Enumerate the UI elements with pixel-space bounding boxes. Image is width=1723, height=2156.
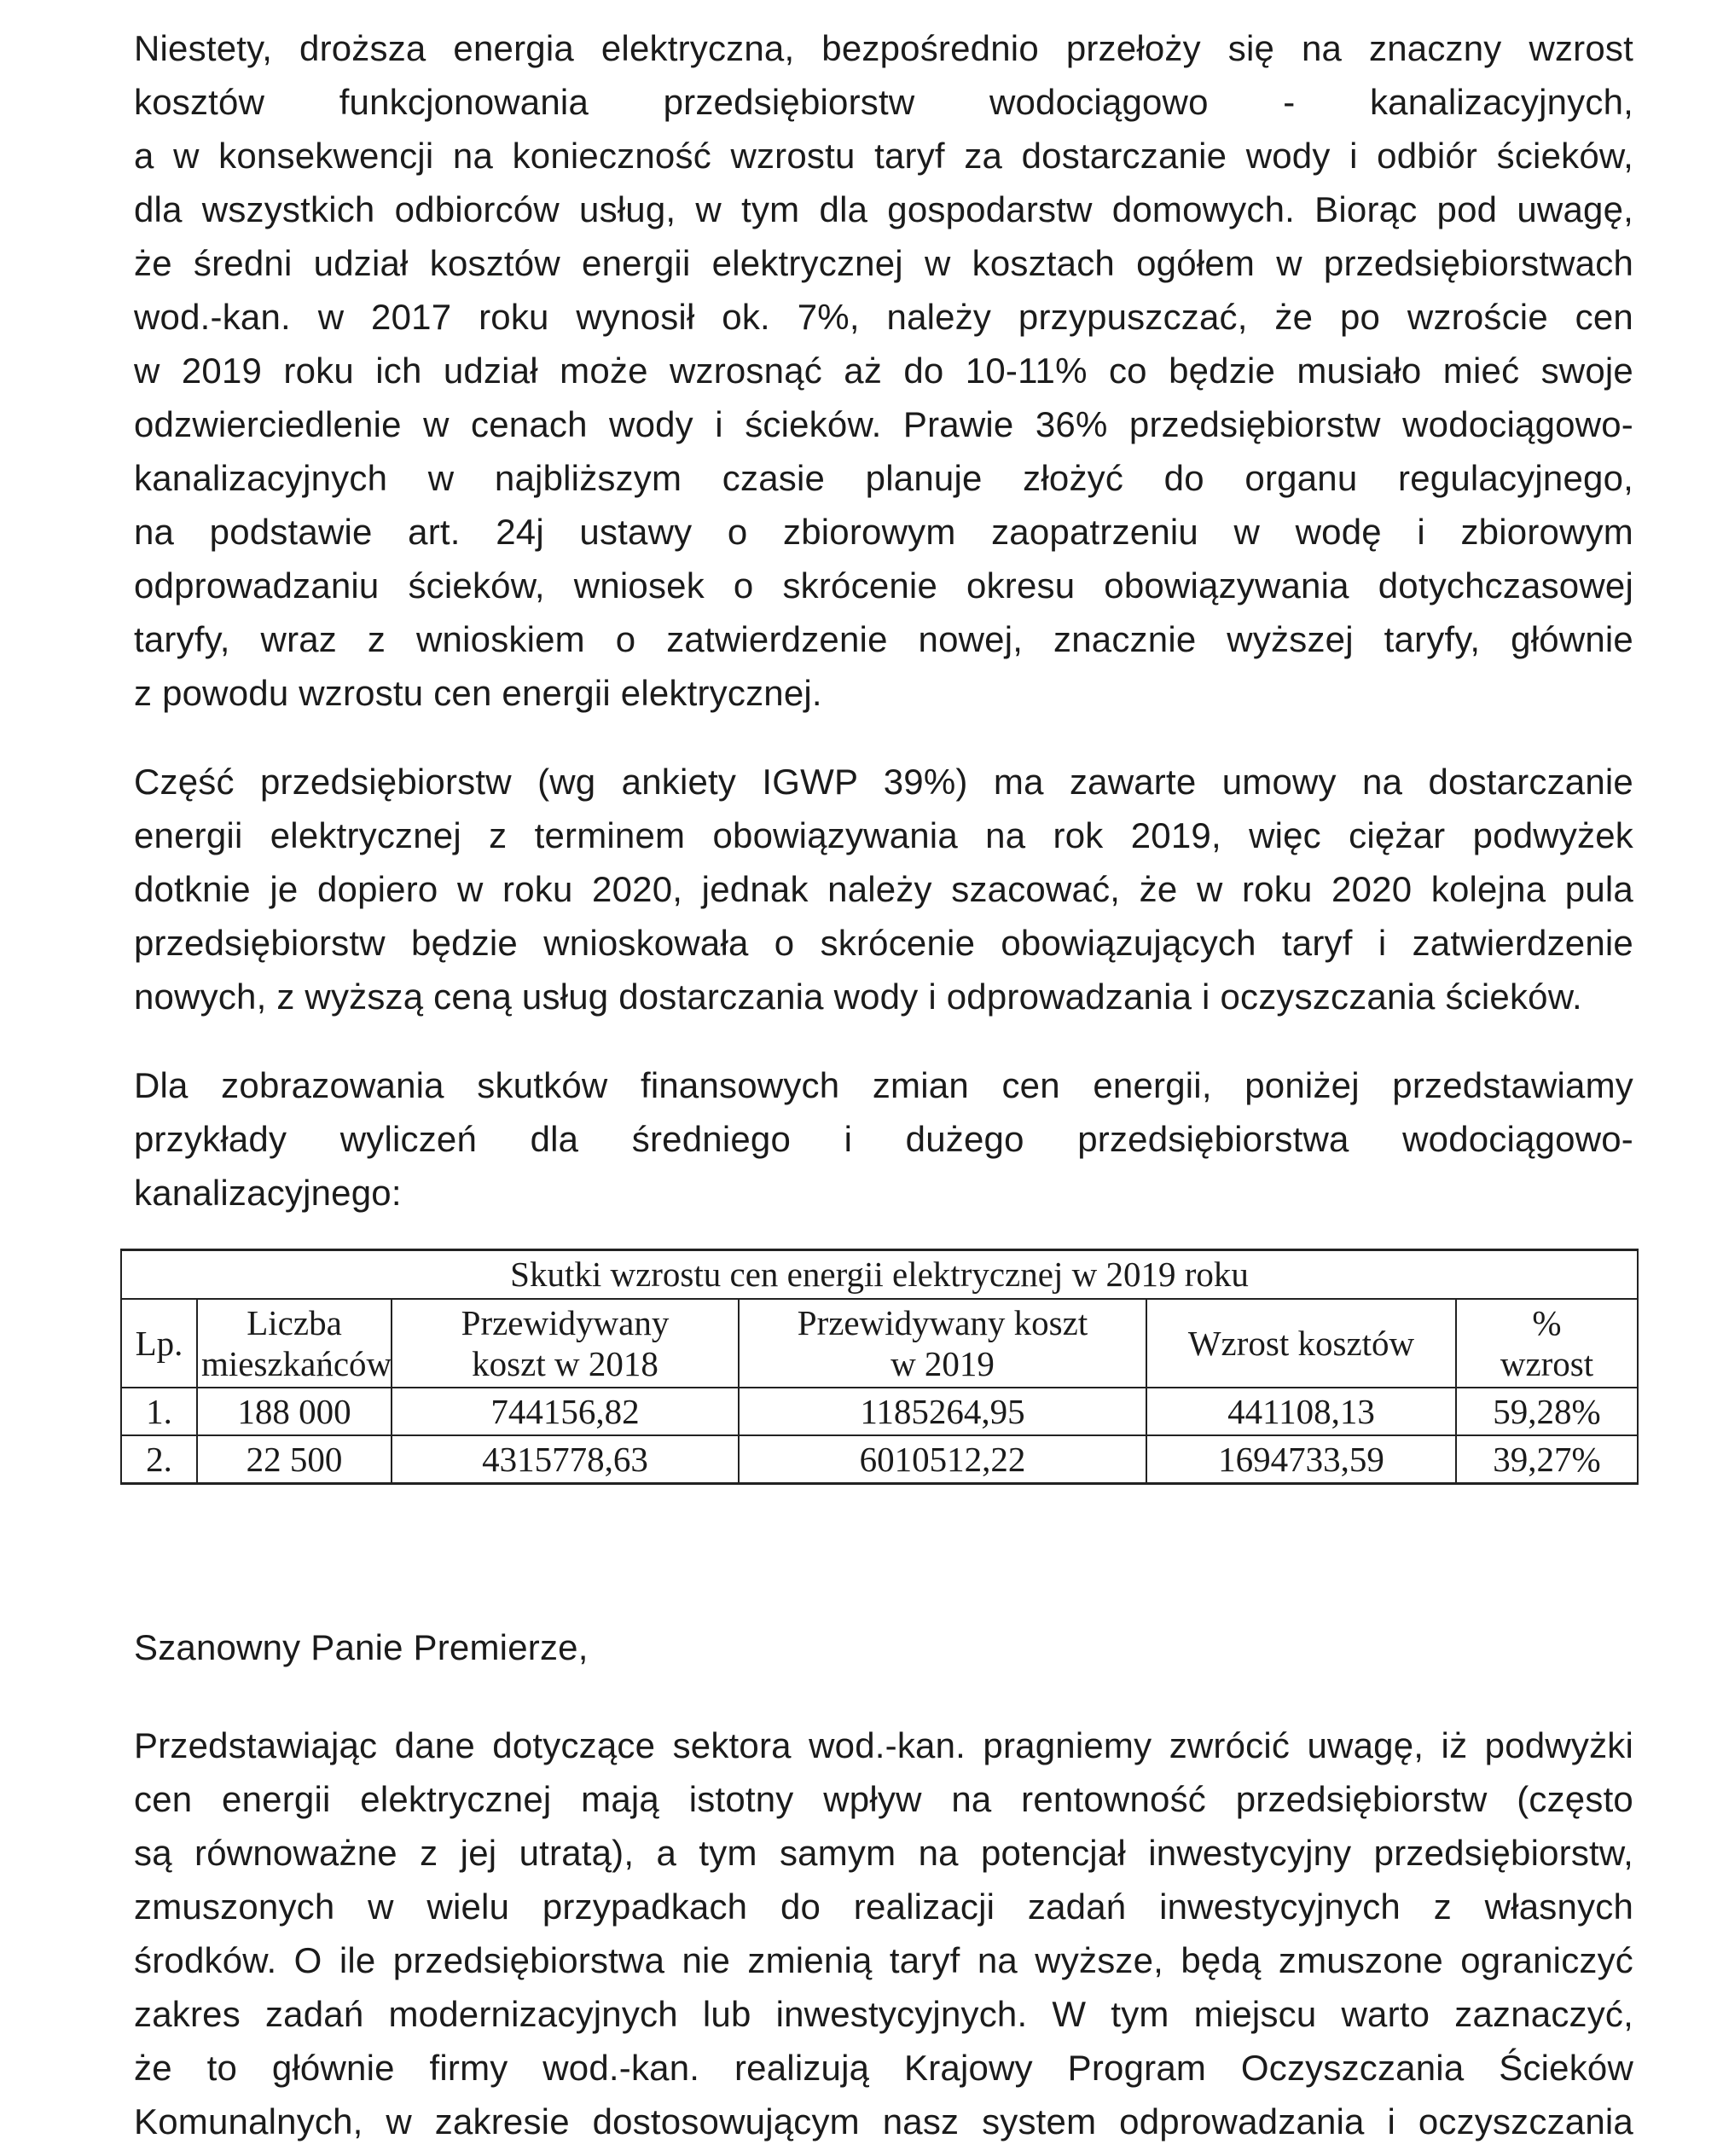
table-header-row	[121, 1299, 1638, 1388]
paragraph-investment-impact	[134, 1718, 1633, 2148]
text-line: taryfy, wraz z wnioskiem o zatwierdzenie nowej, znacznie wyższej taryfy, głównie	[134, 619, 1633, 659]
header-percent-line: wzrost	[1500, 1344, 1594, 1383]
text-line: dla wszystkich odbiorców usług, w tym dla gospodarstw domowych. Biorąc pod uwagę,	[134, 189, 1633, 229]
text-line: w 2019 roku ich udział może wzrosnąć aż do 10-11% co będzie musiało mieć swoje	[134, 351, 1633, 391]
text-line: Część przedsiębiorstw (wg ankiety IGWP 39%) ma zawarte umowy na dostarczanie	[134, 762, 1633, 802]
cell-increase: 441108,13	[1146, 1388, 1456, 1435]
header-cost-2019-line: Przewidywany koszt	[797, 1303, 1088, 1342]
cell-cost-2019: 6010512,22	[739, 1435, 1146, 1484]
text-line: kanalizacyjnego:	[134, 1173, 402, 1213]
header-cost-2018-line: Przewidywany	[461, 1303, 670, 1342]
salutation-text: Szanowny Panie Premierze,	[134, 1627, 589, 1667]
text-line: na podstawie art. 24j ustawy o zbiorowym zaopatrzeniu w wodę i zbiorowym	[134, 512, 1633, 552]
cell-lp: 1.	[121, 1388, 197, 1435]
text-line: środków. O ile przedsiębiorstwa nie zmienią taryf na wyższe, będą zmuszone ograniczyć	[134, 1940, 1633, 1980]
paragraph-energy-costs	[134, 21, 1633, 720]
text-line: dotknie je dopiero w roku 2020, jednak należy szacować, że w roku 2020 kolejna pula	[134, 869, 1633, 909]
paragraph-contracts	[134, 755, 1633, 1023]
cell-cost-2018: 4315778,63	[392, 1435, 739, 1484]
header-percent-line: %	[1532, 1303, 1562, 1342]
text-line: Przedstawiając dane dotyczące sektora wod.-kan. pragniemy zwrócić uwagę, iż podwyżki	[134, 1725, 1633, 1765]
text-line: kanalizacyjnych w najbliższym czasie planuje złożyć do organu regulacyjnego,	[134, 458, 1633, 498]
text-line: Niestety, droższa energia elektryczna, bezpośrednio przełoży się na znaczny wzrost	[134, 28, 1633, 68]
text-line: że to głównie firmy wod.-kan. realizują Krajowy Program Oczyszczania Ścieków	[134, 2048, 1633, 2088]
header-increase: Wzrost kosztów	[1146, 1299, 1456, 1388]
text-line: przykłady wyliczeń dla średniego i dużego przedsiębiorstwa wodociągowo-	[134, 1119, 1633, 1159]
header-residents-line: Liczba	[247, 1303, 342, 1342]
text-line: Dla zobrazowania skutków finansowych zmian cen energii, poniżej przedstawiamy	[134, 1065, 1633, 1105]
text-line: energii elektrycznej z terminem obowiązywania na rok 2019, więc ciężar podwyżek	[134, 815, 1633, 855]
header-cost-2018-line: koszt w 2018	[472, 1344, 658, 1383]
cell-percent: 39,27%	[1456, 1435, 1638, 1484]
header-residents-line: mieszkańców	[201, 1344, 392, 1383]
text-line: odzwierciedlenie w cenach wody i ścieków. Prawie 36% przedsiębiorstw wodociągowo-	[134, 404, 1633, 444]
text-line: że średni udział kosztów energii elektrycznej w kosztach ogółem w przedsiębiorstwach	[134, 243, 1633, 283]
header-residents	[197, 1299, 392, 1388]
cell-increase: 1694733,59	[1146, 1435, 1456, 1484]
text-line: wod.-kan. w 2017 roku wynosił ok. 7%, należy przypuszczać, że po wzroście cen	[134, 297, 1633, 337]
cell-percent: 59,28%	[1456, 1388, 1638, 1435]
energy-cost-table	[120, 1249, 1639, 1485]
text-line: z powodu wzrostu cen energii elektrycznej.	[134, 673, 822, 713]
text-line: a w konsekwencji na konieczność wzrostu taryf za dostarczanie wody i odbiór ścieków,	[134, 136, 1633, 176]
cell-cost-2019: 1185264,95	[739, 1388, 1146, 1435]
table-row	[121, 1435, 1638, 1484]
text-line: zmuszonych w wielu przypadkach do realizacji zadań inwestycyjnych z własnych	[134, 1886, 1633, 1927]
table-title: Skutki wzrostu cen energii elektrycznej w 2019 roku	[121, 1250, 1638, 1300]
text-line: odprowadzaniu ścieków, wniosek o skrócenie okresu obowiązywania dotychczasowej	[134, 565, 1633, 606]
text-line: nowych, z wyższą ceną usług dostarczania wody i odprowadzania i oczyszczania ścieków.	[134, 977, 1582, 1017]
table-row	[121, 1388, 1638, 1435]
text-line: zakres zadań modernizacyjnych lub inwestycyjnych. W tym miejscu warto zaznaczyć,	[134, 1994, 1633, 2034]
cell-cost-2018: 744156,82	[392, 1388, 739, 1435]
header-cost-2019	[739, 1299, 1146, 1388]
text-line: cen energii elektrycznej mają istotny wpływ na rentowność przedsiębiorstw (często	[134, 1779, 1633, 1819]
cell-residents: 188 000	[197, 1388, 392, 1435]
text-line: przedsiębiorstw będzie wnioskowała o skrócenie obowiązujących taryf i zatwierdzenie	[134, 923, 1633, 963]
table-title-row	[121, 1250, 1638, 1300]
cell-residents: 22 500	[197, 1435, 392, 1484]
text-line: kosztów funkcjonowania przedsiębiorstw wodociągowo - kanalizacyjnych,	[134, 82, 1633, 122]
cell-lp: 2.	[121, 1435, 197, 1484]
salutation	[134, 1620, 1633, 1674]
text-line: są równoważne z jej utratą), a tym samym na potencjał inwestycyjny przedsiębiorstw,	[134, 1833, 1633, 1873]
text-line: Komunalnych, w zakresie dostosowującym nasz system odprowadzania i oczyszczania	[134, 2101, 1633, 2142]
header-percent	[1456, 1299, 1638, 1388]
header-cost-2018	[392, 1299, 739, 1388]
header-lp: Lp.	[121, 1299, 197, 1388]
paragraph-examples-intro	[134, 1058, 1633, 1220]
header-cost-2019-line: w 2019	[891, 1344, 995, 1383]
